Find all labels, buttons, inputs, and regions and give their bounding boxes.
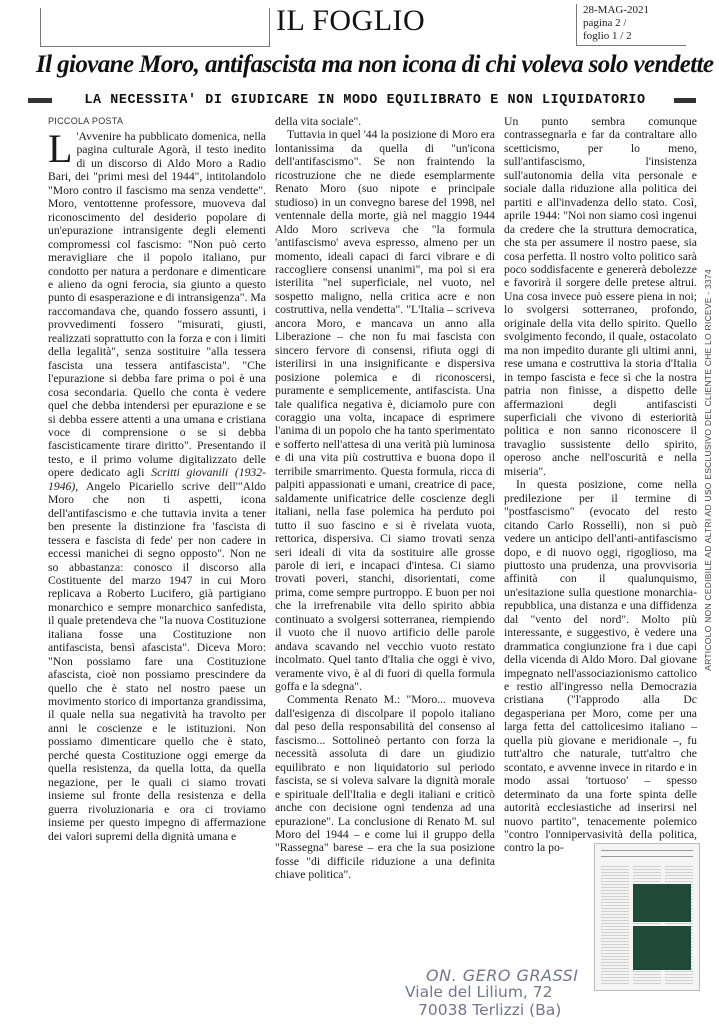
thumbnail-line xyxy=(601,856,693,857)
paragraph xyxy=(48,126,267,843)
article-column-3 xyxy=(504,115,697,855)
thumbnail-image-block xyxy=(633,926,691,970)
paragraph: Un punto sembra comunque contrassegnarla e far da contraltare allo scetticismo, per lo meno, sull'antifascismo, l'insistenza sull'autonomia della vita personale e sociale dalla riduzione alla politica dei partiti e all'invadenza dello stato. Così, aprile 1944: "Noi non siamo così ingenui da credere che la struttura democratica, che sta per assumere il nostro paese, sia cosa perfetta. Il nostro volto politico sarà poco soddisfacente e genererà debolezze e favorirà il sorgere delle pretese altrui. Una cosa invece può essere piena in noi; lo svolgersi sotterraneo, profondo, originale della vita dello spirito. Quello svolgimento fecondo, il quale, ostacolato ma non impedito durante gli ultimi anni, rese umana e costruttiva la storia d'Italia in tempo fascista e fece sì che la nostra patria non finisse, a dispetto delle affermazioni degli antifascisti superficiali che vivono di esteriorità politica e non sanno riconoscere il travaglio sussistente dello spirito, operoso anche nell'oscurità e nella miseria". xyxy=(504,115,697,478)
subheadline-bar xyxy=(28,92,696,110)
subheadline-rule-left xyxy=(28,98,52,103)
masthead xyxy=(0,0,719,48)
article-column-2 xyxy=(275,115,495,882)
thumbnail-image-block xyxy=(633,884,691,922)
section-label: PICCOLA POSTA xyxy=(48,116,124,126)
paragraph-text: 'Avvenire ha pubblicato domenica, nella pagina culturale Agorà, il testo inedito di un discorso di Aldo Moro a Radio Bari, dei "primi mesi del 1944", intitolandolo "Moro contro il fascismo ma senza vendette". Moro, ventottenne professore, muoveva dal riconoscimento del desiderio popolare di un'epurazione intransigente degli elementi compromessi col fascismo: "Non può certo meravigliare che il popolo italiano, pur condotto per natura a perdonare e dimenticare e alieno da ogni ferocia, sia giunto a questo punto di esasperazione e di intransigenza". Ma raccomandava che, quando fossero assunti, i provvedimenti fossero "misurati, giusti, realizzati soprattutto con la forza e con i limiti della legalità", senza sostituire "alla tessera fascista una tessera antifascista". "Che l'epurazione si debba fare prima o poi è una cosa secondaria. Quello che conta è vedere quel che debba intendersi per epurazione e se si debba essere attenti a una umana e cristiana voce di comprensione o se si debba fascisticamente tirare diritto". Presentando il testo, e il primo volume digitalizzato delle opere dedicato agli xyxy=(48,130,266,480)
paragraph: Tuttavia in quel '44 la posizione di Moro era lontanissima da quella di "un'icona dell'antifascismo". Se non fraintendo la ricostruzione che ne diede esemplarmente Renato Moro (suo nipote e principale studioso) in un convegno barese del 1998, nel ventennale della morte, già nel maggio 1944 Aldo Moro scriveva che "la formula 'antifascismo' aveva espresso, almeno per un momento, ideali capaci di farci vibrare e di raccogliere consensi unanimi", ma poi si era isterilita "nel superficiale, nel vuoto, nel sospetto maligno, nella critica acre e non costruttiva, nella vendetta". "L'Italia – scriveva ancora Moro, e mancava un anno alla Liberazione – che non fu mai fascista con sincero fervore di consensi, rifiuta oggi di isterilirsi in una insignificante e dispersiva posizione polemica e di riconoscersi, puramente e semplicemente, antifascista. Una tale qualifica negativa è, diciamolo pure con coraggio una volta, incapace di esprimere l'anima di un popolo che ha tanto sperimentato e sofferto nell'attesa di una verità più luminosa e di una vita più costruttiva e buona dopo il terribile smarrimento. Questa formula, ricca di palpiti appassionati e umani, creatrice di pace, saldamente unificatrice delle coscienze degli italiani, nella fase polemica ha perduto poi tutto il suo fascino e si è rivelata vuota, rettorica, dispersiva. Ci siamo trovati senza seri ideali di vita da sostituire alle grosse parole di ieri, e incapaci d'intesa. Ci siamo trovati poveri, stanchi, disorientati, come prima, come sempre purtroppo. E buon per noi che la irrefrenabile vita dello spirito abbia continuato a svolgersi sotterranea, riempiendo il vuoto che il nuovo artificio delle parole andava scavando nel vecchio vuoto restato incolmato. Quel tanto d'Italia che oggi è vivo, veramente vivo, è al di fuori di quella formula goffa e la sdegna". xyxy=(275,128,495,694)
paragraph: Commenta Renato M.: "Moro... muoveva dall'esigenza di discolpare il popolo italiano dal peso della responsabilità del consenso al fascismo... Sottolineò pertanto con forza la necessità assoluta di dare un giudizio equilibrato e non liquidatorio sul periodo fascista, se si voleva salvare la dignità morale e spirituale dell'Italia e degli italiani e criticò anche con decisione ogni tendenza ad una epurazione". La conclusione di Renato M. sul Moro del 1944 – e come lui il gruppo della "Rassegna" barese – era che la sua posizione fosse "di difficile riduzione a una definita chiave politica". xyxy=(275,693,495,882)
stamp-name: ON. GERO GRASSI xyxy=(426,966,579,985)
copyright-note: ARTICOLO NON CEDIBILE AD ALTRI AD USO ESCLUSIVO DEL CLIENTE CHE LO RICEVE - 3374 xyxy=(703,269,713,671)
page-thumbnail xyxy=(594,843,700,991)
thumbnail-line xyxy=(601,850,693,851)
article-headline: Il giovane Moro, antifascista ma non icona di chi voleva solo vendette xyxy=(36,51,714,78)
stamp-address: Viale del Lilium, 72 xyxy=(405,983,553,1001)
stamp-city: 70038 Terlizzi (Ba) xyxy=(418,1001,562,1019)
paragraph-text: , Angelo Picariello scrive dell'"Aldo Moro che non ti aspetti, icona dell'antifascismo e che tuttavia invita a tener ben presente la distinzione fra 'fascista di tessera e fascista di fede' per non cadere in eccessi manichei di segno opposto". Non ne so abbastanza: conosco il discorso alla Costituente del marzo 1947 in cui Moro replicava a Roberto Lucifero, già partigiano monarchico e sempre monarchico sanfedista, il quale pretendeva che "la nuova Costituzione italiana fosse una Costituzione non antifascista, bensì afascista". Diceva Moro: "Non possiamo fare una Costituzione afascista, cioè non possiamo prescindere da quello che è stato nel nostro paese un movimento storico di importanza grandissima, il quale nella sua negatività ha travolto per anni le coscienze e le istituzioni. Non possiamo dimenticare quello che è stato, perché questa Costituzione oggi emerge da quella resistenza, da quella lotta, da quella negazione, per le quali ci siamo trovati insieme sul fronte della resistenza e della guerra rivoluzionaria e ora ci troviamo insieme per questo impegno di affermazione dei valori supremi della dignità umana e xyxy=(48,479,266,843)
newspaper-title: IL FOGLIO xyxy=(276,4,426,37)
publication-date: 28-MAG-2021 xyxy=(583,4,649,16)
article-column-1 xyxy=(48,126,267,843)
page-number: pagina 2 / xyxy=(583,17,627,29)
subheadline-rule-right xyxy=(674,98,696,103)
paragraph: della vita sociale". xyxy=(275,115,362,128)
paragraph: In questa posizione, come nella predilezione per il termine di "postfascismo" (evocato del resto citando Carlo Rosselli), non si può vedere un anticipo dell'anti-antifascismo dopo, e di nuovo oggi, rigoglioso, ma piuttosto una prudenza, una provvisoria affinità con il qualunquismo, un'esitazione sulla questione monarchia-repubblica, una distanza e una diffidenza dal "vento del nord". Molto più interessante, e suggestivo, è vedere una drammatica congiunzione fra i due capi della vicenda di Aldo Moro. Dal giovane impegnato nell'associazionismo cattolico e restio all'ingresso nella Democrazia cristiana ("l'approdo alla Dc degasperiana per Moro, come per una larga fetta del cattolicesimo italiano – quella più giovane e meridionale –, fu tutt'altro che naturale, tutt'altro che scontato, e avvenne invece in ritardo e in modo assai 'tortuoso' – spesso determinato da una forte spinta delle autorità ecclesiastiche ad inserirsi nel nuovo partito", tenacemente polemico "contro l'onnipervasività della politica, contro la po- xyxy=(504,478,697,855)
sheet-number: foglio 1 / 2 xyxy=(583,30,632,42)
book-title: Scritti giovanili (1932-1946) xyxy=(48,466,267,493)
subheadline: LA NECESSITA' DI GIUDICARE IN MODO EQUILIBRATO E NON LIQUIDATORIO xyxy=(84,93,646,108)
masthead-left-box xyxy=(40,8,270,47)
masthead-info-box xyxy=(576,4,686,46)
drop-cap: L xyxy=(48,126,73,171)
thumbnail-column xyxy=(601,866,629,984)
copyright-sidebar xyxy=(700,150,716,790)
